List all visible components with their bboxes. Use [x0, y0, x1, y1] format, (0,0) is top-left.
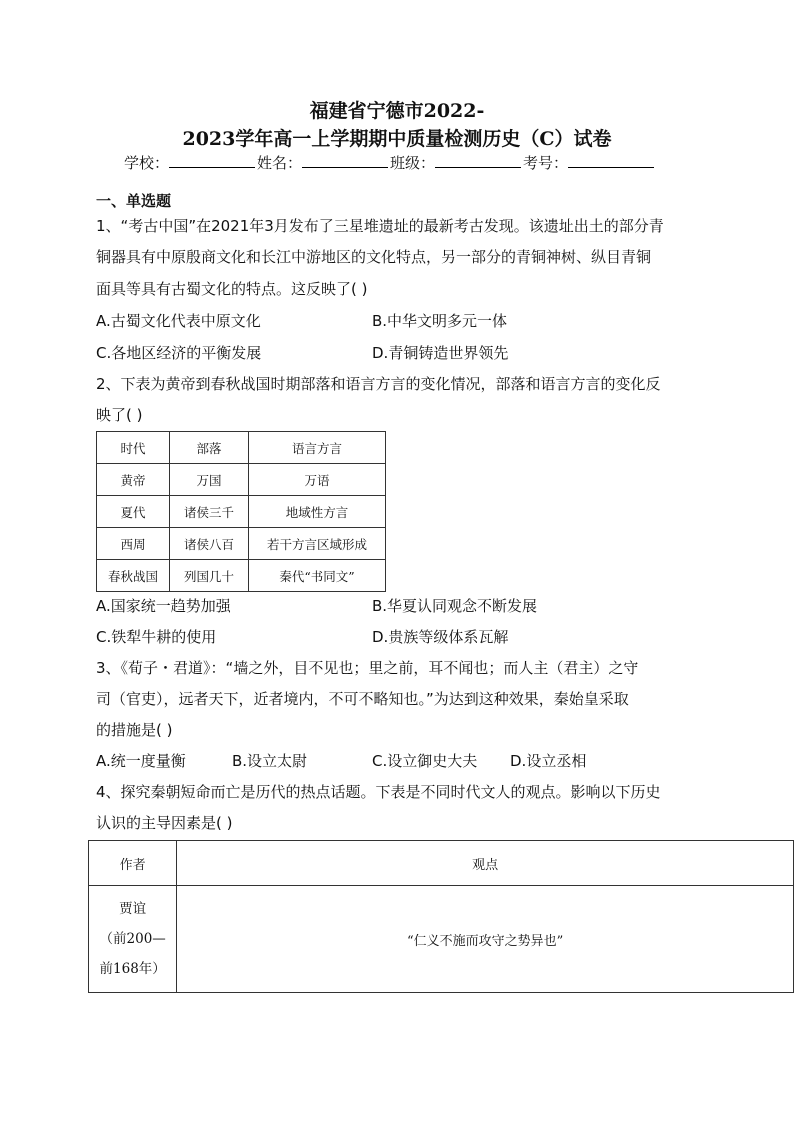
- table-row: [97, 528, 386, 560]
- name-blank: [302, 151, 388, 168]
- student-info-row: [124, 151, 656, 173]
- table-header-view: 观点: [177, 841, 794, 886]
- author-name: 贾谊: [119, 901, 147, 917]
- table-cell: 语言方言: [249, 432, 386, 464]
- table-row: [97, 464, 386, 496]
- q3-option-d: D.设立丞相: [510, 752, 587, 770]
- table-cell: 时代: [97, 432, 170, 464]
- author-years-start: （前200—: [99, 931, 166, 947]
- q1-option-d: D.青铜铸造世界领先: [372, 344, 509, 362]
- q4-table: [88, 840, 794, 993]
- q1-line: 1、“考古中国”在2021年3月发布了三星堆遗址的最新考古发现。该遗址出土的部分青: [96, 217, 664, 235]
- name-label: 姓名：: [257, 154, 303, 172]
- school-blank: [169, 151, 255, 168]
- q3-line: 的措施是( ): [96, 721, 173, 739]
- table-cell: 列国几十: [170, 560, 249, 592]
- q1-option-c: C.各地区经济的平衡发展: [96, 344, 262, 362]
- q3-option-b: B.设立太尉: [232, 752, 308, 770]
- table-row: [89, 886, 794, 993]
- table-cell: 万国: [170, 464, 249, 496]
- exam-title-line1: 福建省宁德市2022-: [309, 100, 485, 122]
- q2-line: 映了( ): [96, 406, 143, 424]
- q2-option-b: B.华夏认同观念不断发展: [372, 597, 538, 615]
- q2-line: 2、下表为黄帝到春秋战国时期部落和语言方言的变化情况，部落和语言方言的变化反: [96, 375, 661, 393]
- q2-table: [96, 431, 386, 592]
- table-cell: 部落: [170, 432, 249, 464]
- exam-title-line2: 2023学年高一上学期期中质量检测历史（C）试卷: [182, 128, 612, 150]
- section-title: 一、单选题: [96, 192, 172, 210]
- q3-option-c: C.设立御史大夫: [372, 752, 478, 770]
- table-cell: 西周: [97, 528, 170, 560]
- table-header-author: 作者: [89, 841, 177, 886]
- author-years-end: 前168年）: [99, 961, 166, 977]
- q2-option-c: C.铁犁牛耕的使用: [96, 628, 217, 646]
- class-label: 班级：: [390, 154, 436, 172]
- table-cell: 地域性方言: [249, 496, 386, 528]
- table-cell: 诸侯三千: [170, 496, 249, 528]
- table-row: [97, 496, 386, 528]
- table-row: [89, 841, 794, 886]
- table-cell: 万语: [249, 464, 386, 496]
- table-row: [97, 432, 386, 464]
- school-label: 学校：: [124, 154, 170, 172]
- q3-line: 司（官吏），远者天下，近者境内，不可不略知也。”为达到这种效果，秦始皇采取: [96, 690, 629, 708]
- q1-line: 面具等具有古蜀文化的特点。这反映了( ): [96, 280, 368, 298]
- q1-option-a: A.古蜀文化代表中原文化: [96, 312, 261, 330]
- table-cell-author: [89, 886, 177, 993]
- q1-line: 铜器具有中原殷商文化和长江中游地区的文化特点，另一部分的青铜神树、纵目青铜: [96, 248, 652, 266]
- exam-no-label: 考号：: [523, 154, 569, 172]
- q2-option-a: A.国家统一趋势加强: [96, 597, 231, 615]
- table-cell: 秦代“书同文”: [249, 560, 386, 592]
- exam-no-blank: [568, 151, 654, 168]
- table-cell: 若干方言区域形成: [249, 528, 386, 560]
- q4-line: 4、探究秦朝短命而亡是历代的热点话题。下表是不同时代文人的观点。影响以下历史: [96, 783, 661, 801]
- table-cell: 诸侯八百: [170, 528, 249, 560]
- q4-line: 认识的主导因素是( ): [96, 814, 233, 832]
- class-blank: [435, 151, 521, 168]
- table-row: [97, 560, 386, 592]
- table-cell: 春秋战国: [97, 560, 170, 592]
- table-cell: 黄帝: [97, 464, 170, 496]
- table-cell: 夏代: [97, 496, 170, 528]
- q3-line: 3、《荀子・君道》：“墙之外，目不见也；里之前，耳不闻也；而人主（君主）之守: [96, 659, 639, 677]
- q1-option-b: B.中华文明多元一体: [372, 312, 508, 330]
- q3-option-a: A.统一度量衡: [96, 752, 186, 770]
- table-cell-view: “仁义不施而攻守之势异也”: [177, 886, 794, 993]
- q2-option-d: D.贵族等级体系瓦解: [372, 628, 509, 646]
